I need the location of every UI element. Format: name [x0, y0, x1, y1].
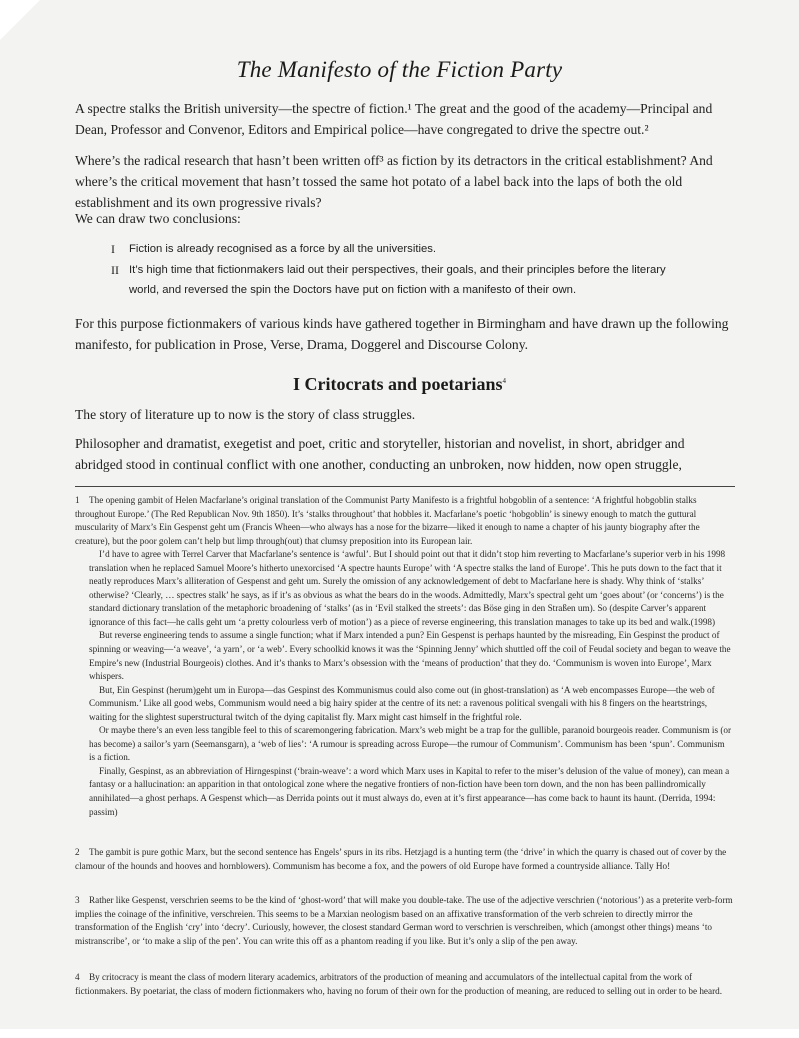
- footnote-paragraph: Finally, Gespinst, as an abbreviation of Hirngespinst (‘brain-weave’: a word which Marx uses in Kapital to refer to the miser’s delusion of the value of money), can mean a fantasy or a hallucination: an apparition in that ontological zone where the negative frontiers of non-fiction have been torn down, and the non has been pallindromically annihilated—a ghost perhaps. A Gespenst which—as Derrida points out it must always do, even at it’s first appearance—has come back to haunt its haunt. (Derrida, 1994: passim): [89, 765, 730, 817]
- list-item-text: It’s high time that fictionmakers laid out their perspectives, their goals, and their principles before the literary world, and reversed the spin the Doctors have put on fiction with a manifesto of their own.: [129, 264, 666, 296]
- footnote-paragraph: 2 The gambit is pure gothic Marx, but the second sentence has Engels’ spurs in its ribs. Hetzjagd is a hunting term (the ‘drive’ in which the quarry is chased out of cover by the clamour of the hounds and hooves and hornblowers). Communism has become a fox, and the powers of old Europe have formed a countryside alliance. Tally Ho!: [75, 847, 727, 871]
- list-item-number: I: [111, 242, 115, 256]
- list-item-text: Fiction is already recognised as a force by all the universities.: [129, 243, 437, 255]
- conclusions-list: [111, 239, 671, 301]
- list-item: [111, 239, 671, 259]
- purpose-paragraph: For this purpose fictionmakers of various kinds have gathered together in Birmingham and have drawn up the following manifesto, for publication in Prose, Verse, Drama, Doggerel and Discourse Colony.: [75, 316, 729, 352]
- footnote-divider: [75, 486, 735, 487]
- intro-paragraph-3: We can draw two conclusions:: [75, 211, 241, 226]
- footnote-1: [75, 494, 733, 819]
- footnote-mark: 1: [75, 495, 80, 505]
- footnote-paragraph: 4 By critocracy is meant the class of modern literary academics, arbitrators of the production of meaning and accumulators of the intellectual capital from the work of fictionmakers. By poetariat, the class of modern fictionmakers who, having no forum of their own for the production of meaning, are reduced to selling out in order to be heard.: [75, 972, 723, 996]
- section-heading-note-mark: 4: [502, 377, 506, 385]
- section-paragraph-2: Philosopher and dramatist, exegetist and poet, critic and storyteller, historian and novelist, in short, abridger and abridged stood in continual conflict with one another, conducting an unbroken, now hidden, now open struggle,: [75, 436, 685, 472]
- footnote-2: [75, 846, 733, 873]
- footnote-4: [75, 971, 733, 998]
- intro-paragraph-2: Where’s the radical research that hasn’t been written off³ as fiction by its detractors in the critical establishment? And where’s the critical movement that hasn’t tossed the same hot potato of a label back into the laps of both the old establishment and its own progressive rivals?: [75, 153, 713, 210]
- section-paragraph-1: The story of literature up to now is the story of class struggles.: [75, 407, 416, 422]
- footnote-paragraph: But reverse engineering tends to assume a single function; what if Marx intended a pun? Ein Gespenst is perhaps haunted by the misreading, Ein Gespinst the product of spinning or weaving—‘a weave’, ‘a yarn’, or ‘a web’. Every schoolkid knows it was the ‘Spinning Jenny’ which shuttled off the coil of Feudal society and began to weave the Empire’s new (Industrial Bourgeois) clothes. And it’s thanks to Marx’s obsession with the ‘means of production’ that they do. ‘Communism is woven into Europe’, Marx whispers.: [89, 630, 731, 682]
- list-item: [111, 260, 671, 300]
- footnote-3: [75, 894, 733, 948]
- footnote-paragraph: I’d have to agree with Terrel Carver that Macfarlane’s sentence is ‘awful’. But I should point out that it didn’t stop him reverting to Macfarlane’s superior verb in his 1998 translation when he replaced Samuel Moore’s hitherto unexorcised ‘A spectre haunts Europe’ with ‘A spectre stalks the land of Europe’. This he puts down to the fact that it neatly reproduces Marx’s alliteration of Gespenst and geht um. Surely the omission of any acknowledgement of debt to Macfarlane here is shady. Why think of ‘stalks’ otherwise? ‘Clearly, … spectres stalk’ he says, as if it’s as obvious as what the bears do in the woods. Admittedly, Marx’s spectral geht um ‘goes about’ (or ‘concerns’) is the standard dictionary translation of the metaphoric broadening of ‘stalks’ (as in ‘Evil stalked the streets’: das Böse ging in den Straßen um). So (despite Carver’s apparent ignorance of this fact—he calls geht um ‘a pretty colourless verb of motion’) as a piece of reverse engineering, this translation manages to take up its bed and walk.(1998): [89, 549, 726, 627]
- folded-corner: [0, 0, 40, 40]
- footnote-mark: 3: [75, 895, 80, 905]
- footnote-paragraph: But, Ein Gespinst (herum)geht um in Europa—das Gespinst des Kommunismus could also come out (in ghost-translation) as ‘A web encompasses Europe—the web of Communism.’ Like all good webs, Communism would need a big hairy spider at the centre of its net: a ravenous political svengali with his 8 fingers on the heartstrings, waiting for the slightest superstructural twitch of the dying capitalist fly. Marx might cast himself in the frightful role.: [89, 684, 715, 722]
- scan-edge: [0, 1029, 799, 1038]
- page-title: The Manifesto of the Fiction Party: [236, 57, 563, 82]
- list-item-number: II: [111, 263, 119, 277]
- section-heading: [0, 374, 799, 395]
- footnote-mark: 2: [75, 847, 80, 857]
- footnote-paragraph: 1 The opening gambit of Helen Macfarlane’s original translation of the Communist Party Manifesto is a frightful hobgoblin of a sentence: ‘A frightful hobgoblin stalks throughout Europe.’ (The Red Republican Nov. 9th 1850). It’s ‘stalks throughout’ that hobbles it. Macfarlane’s poetic ‘hobgoblin’ is sinewy enough to match the guttural muscularity of Marx’s Ein Gespenst geht um (Francis Wheen—who always has a nose for the bizarre—liked it enough to name a chapter of his jaunty biography after the creature), but the poor golem can’t help but limp through(out) that clumsy preposition into its European lair.: [75, 495, 700, 546]
- intro-paragraph-1: A spectre stalks the British university—the spectre of fiction.¹ The great and the good of the academy—Principal and Dean, Professor and Convenor, Editors and Empirical police—have congregated to drive the spectre out.²: [75, 101, 713, 137]
- footnote-mark: 4: [75, 972, 80, 982]
- footnote-paragraph: 3 Rather like Gespenst, verschrien seems to be the kind of ‘ghost-word’ that will make you double-take. The use of the adjective verschrien (‘notorious’) as a preterite verb-form implies the coinage of the infinitive, verschreien. This seems to be a Marxian neologism based on an affixative transformation of the verb schreien to directly mirror the transformation of the English ‘cry’ into ‘decry’. Curiously, however, the closest standard German word to verschrien is verschreiben, which (amongst other things) means ‘to mistranscribe’, or ‘to make a slip of the pen’. You can write this off as a phantom reading if you like. But it’s only a slip of the pen away.: [75, 895, 733, 946]
- section-heading-text: I Critocrats and poetarians: [293, 374, 503, 394]
- footnote-paragraph: Or maybe there’s an even less tangible feel to this of scaremongering fabrication. Marx’s web might be a trap for the gullible, paranoid bourgeois reader. Communism is (or has become) a sailor’s yarn (Seemansgarn), a ‘web of lies’: ‘A rumour is spreading across Europe—the rumour of Communism’. Communism has been ‘spun’. Communism is a fiction.: [89, 725, 732, 763]
